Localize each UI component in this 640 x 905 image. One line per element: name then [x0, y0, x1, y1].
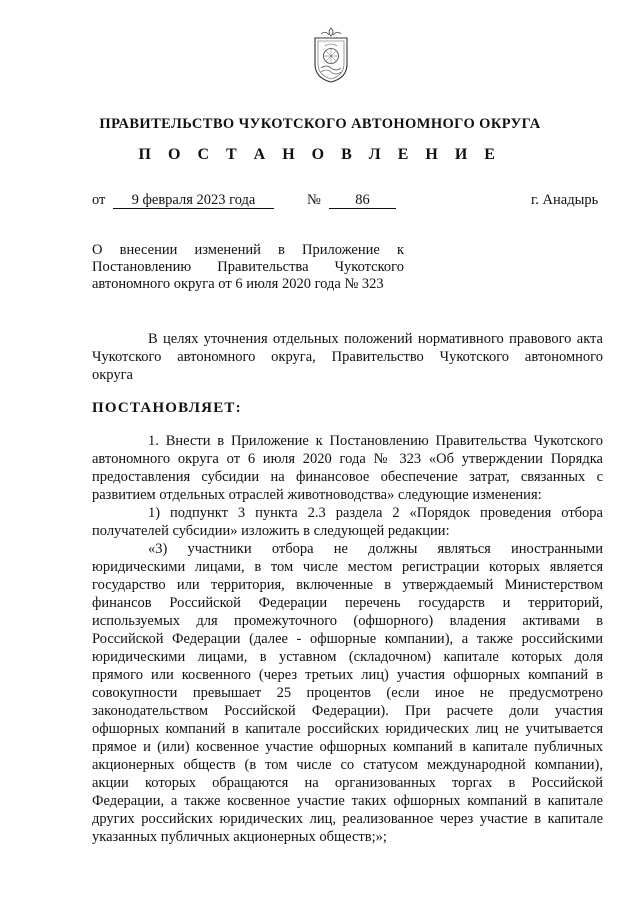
organization-title: ПРАВИТЕЛЬСТВО ЧУКОТСКОГО АВТОНОМНОГО ОКРУГА — [99, 116, 541, 132]
paragraph-line: Чукотского автономного округа, Правительство Чукотского автономного — [92, 349, 603, 365]
paragraph-line: 1. Внести в Приложение к Постановлению Правительства Чукотского — [148, 433, 603, 449]
item-1-paragraph — [92, 432, 603, 504]
paragraph-line: Российской Федерации (далее - офшорные компании), а также российскими — [92, 631, 603, 647]
paragraph-line: Федерации, а также косвенное участие таких офшорных компаний в капитале — [92, 793, 603, 809]
paragraph-line: акционерных обществ (в том числе со статусом международной компании), — [92, 757, 603, 773]
date-label: от — [92, 192, 106, 208]
number-label: № — [307, 192, 321, 208]
paragraph-line: предоставления субсидии на финансовое обеспечение затрат, связанных с — [92, 469, 603, 485]
coat-of-arms-emblem — [311, 26, 351, 84]
city: г. Анадырь — [531, 192, 599, 208]
decree-heading: ПОСТАНОВЛЯЕТ: — [92, 400, 242, 416]
subitem-1-paragraph — [92, 504, 603, 540]
paragraph-line: юридическими лицами, в уставном (складочном) капитале которых доля — [92, 649, 603, 665]
paragraph-line: 1) подпункт 3 пункта 2.3 раздела 2 «Порядок проведения отбора — [148, 505, 603, 521]
quoted-amendment-paragraph — [92, 540, 603, 846]
paragraph-line: прямого или косвенного (через третьих лиц) участия офшорных компаний в — [92, 667, 603, 683]
paragraph-line: законодательством Российской Федерации). При расчете доли участия — [92, 703, 603, 719]
paragraph-line: получателей субсидии» изложить в следующей редакции: — [92, 523, 450, 539]
document-type: П О С Т А Н О В Л Е Н И Е — [138, 146, 502, 163]
paragraph-line: округа — [92, 367, 133, 383]
document-number: 86 — [329, 193, 396, 209]
document-date: 9 февраля 2023 года — [113, 193, 274, 209]
paragraph-line: автономного округа от 6 июля 2020 года № 323 «Об утверждении Порядка — [92, 451, 603, 467]
number-field — [329, 192, 396, 209]
paragraph-line: офшорных компаний в капитале российских юридических лиц не учитывается — [92, 721, 603, 737]
paragraph-line: используемых для промежуточного (офшорного) владения активами в — [92, 613, 603, 629]
paragraph-line: других российских юридических лиц, реализованное через участие в капитале — [92, 811, 603, 827]
preamble-paragraph — [92, 330, 603, 384]
paragraph-line: финансов Российской Федерации перечень государств и территорий, — [92, 595, 603, 611]
subject-line: автономного округа от 6 июля 2020 года № 323 — [92, 276, 384, 292]
subject-line: Постановлению Правительства Чукотского — [92, 259, 404, 275]
paragraph-line: развитием отдельных отраслей животноводства» следующие изменения: — [92, 487, 542, 503]
date-field — [113, 192, 274, 209]
paragraph-line: указанных публичных акционерных обществ;»; — [92, 829, 387, 845]
paragraph-line: прямое и (или) косвенное участие офшорных компаний в капитале публичных — [92, 739, 603, 755]
paragraph-line: «3) участники отбора не должны являться иностранными — [148, 541, 603, 557]
paragraph-line: акции которых обращаются на организованных торгах в Российской — [92, 775, 603, 791]
document-subject — [92, 242, 404, 293]
paragraph-line: государство или территория, включенные в утверждаемый Министерством — [92, 577, 603, 593]
paragraph-line: юридическими лицами, в том числе местом регистрации которых является — [92, 559, 603, 575]
paragraph-line: В целях уточнения отдельных положений нормативного правового акта — [148, 331, 603, 347]
paragraph-line: совокупности превышает 25 процентов (если иное не предусмотрено — [92, 685, 603, 701]
subject-line: О внесении изменений в Приложение к — [92, 242, 404, 258]
